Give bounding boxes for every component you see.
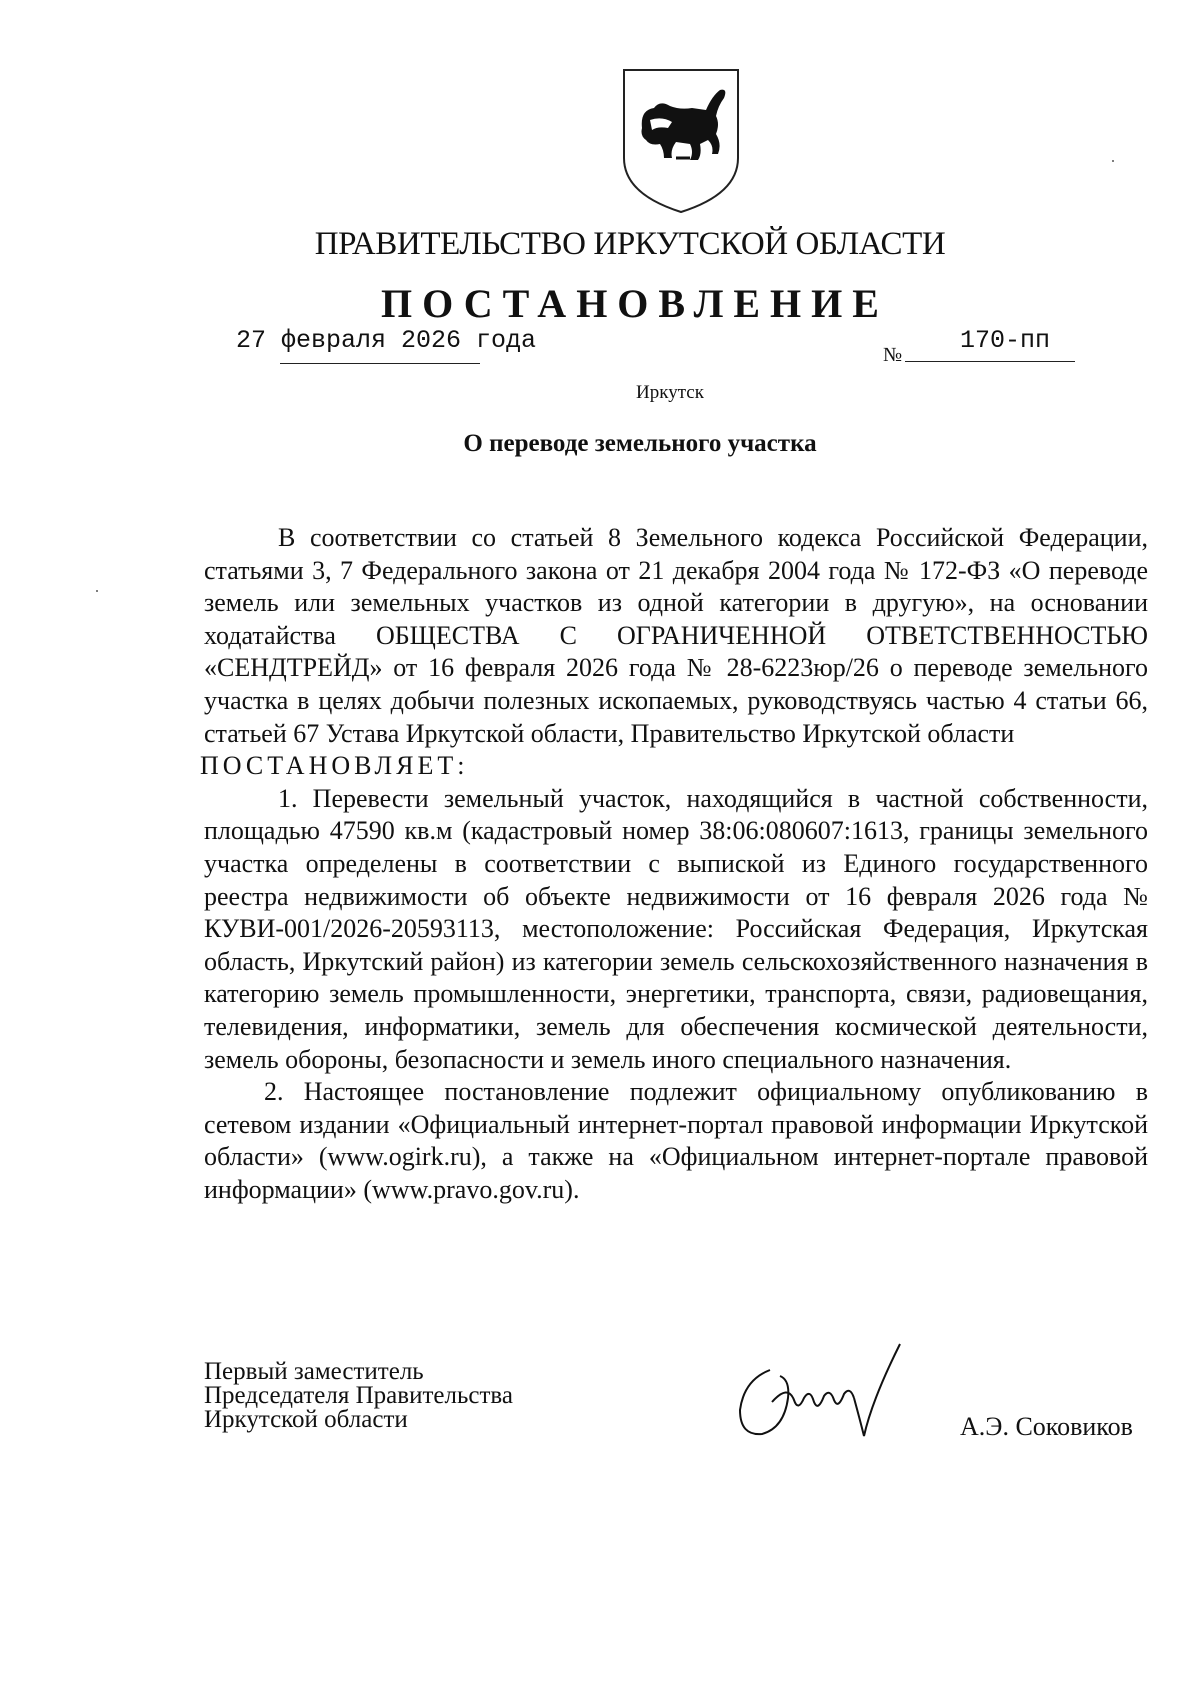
position-line: Первый заместитель — [204, 1358, 424, 1385]
document-subject: О переводе земельного участка — [463, 430, 817, 457]
number-sign: № — [883, 344, 903, 366]
organization-title: ПРАВИТЕЛЬСТВО ИРКУТСКОЙ ОБЛАСТИ — [314, 226, 946, 262]
coat-of-arms-icon — [620, 66, 742, 216]
number-underline — [905, 361, 1075, 362]
item-1-paragraph: 1. Перевести земельный участок, находящийся в частной собственности, площадью 47590 кв.м (кадастровый номер 38:06:080607:1613, границы земельного участка определены в соответствии с выпиской из Единого государственного реестра недвижимости об объекте недвижимости от 16 февраля 2026 года № КУВИ-001/2026-20593113, местоположение: Российская Федерация, Иркутская область, Иркутский район) из категории земель сельскохозяйственного назначения в категорию земель промышленности, энергетики, транспорта, связи, радиовещания, телевидения, информатики, земель для обеспечения космической деятельности, земель обороны, безопасности и земель иного специального назначения. — [204, 783, 1148, 1074]
item-2-paragraph: 2. Настоящее постановление подлежит официальному опубликованию в сетевом издании «Официальный интернет-портал правовой информации Иркутской области» (www.ogirk.ru), а также на «Официальном интернет-портале правовой информации» (www.pravo.gov.ru). — [204, 1077, 1148, 1204]
document-number: 170-пп — [960, 326, 1051, 355]
document-type: ПОСТАНОВЛЕНИЕ — [381, 281, 889, 326]
position-line: Председателя Правительства — [204, 1382, 513, 1409]
document-date: 27 февраля 2026 года — [236, 326, 537, 355]
city: Иркутск — [636, 382, 704, 403]
date-underline — [280, 363, 480, 364]
position-line: Иркутской области — [204, 1406, 408, 1433]
scan-speck — [1112, 160, 1114, 162]
handwritten-signature-icon — [732, 1340, 932, 1450]
document-body — [200, 522, 1148, 1206]
preamble-paragraph: В соответствии со статьей 8 Земельного кодекса Российской Федерации, статьями 3, 7 Федерального закона от 21 декабря 2004 года № 172-ФЗ «О переводе земель или земельных участков из одной категории в другую», на основании ходатайства ОБЩЕСТВА С ОГРАНИЧЕННОЙ ОТВЕТСТВЕННОСТЬЮ «СЕНДТРЕЙД» от 16 февраля 2026 года № 28-6223юр/26 о переводе земельного участка в целях добычи полезных ископаемых, руководствуясь частью 4 статьи 66, статьей 67 Устава Иркутской области, Правительство Иркутской области — [204, 523, 1148, 748]
scan-speck — [96, 590, 98, 592]
resolves-heading: ПОСТАНОВЛЯЕТ: — [200, 751, 469, 781]
signer-name: А.Э. Соковиков — [960, 1412, 1133, 1441]
signatory-position — [204, 1360, 513, 1432]
